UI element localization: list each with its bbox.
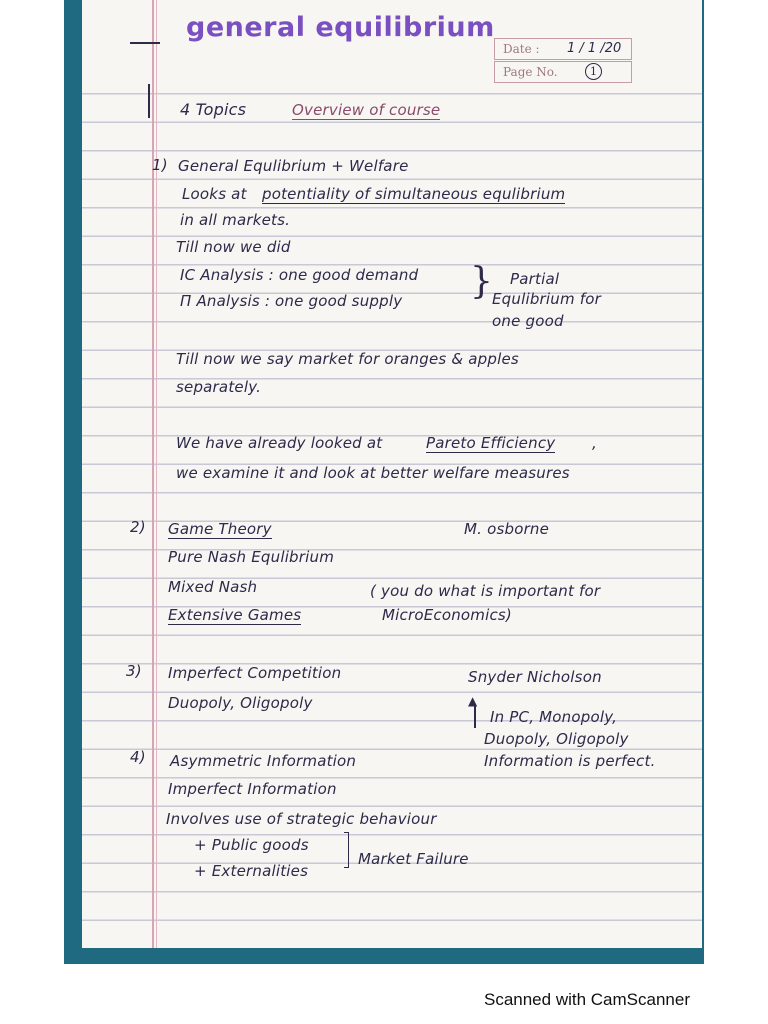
section-1-line-8: separately. — [176, 378, 262, 396]
section-2-note-2: MicroEconomics) — [382, 606, 512, 624]
section-3-line-2: Duopoly, Oligopoly — [168, 694, 313, 712]
camscanner-footer: Scanned with CamScanner — [483, 990, 690, 1009]
pareto-efficiency: Pareto Efficiency — [426, 434, 556, 452]
note-arrow-head: ▲ — [468, 694, 478, 708]
section-2-line-4: Extensive Games — [168, 606, 302, 624]
margin-line-inner — [156, 0, 157, 948]
section-3-title: Imperfect Competition — [168, 664, 342, 682]
section-1-line-7: Till now we say market for oranges & apples — [176, 350, 519, 368]
date-label: Date : — [503, 42, 540, 56]
date-value: 1 / 1 /20 — [567, 41, 622, 56]
page-title: general equilibrium — [186, 12, 495, 43]
heading-bar — [148, 84, 150, 118]
brace-note-2: Equlibrium for — [492, 290, 602, 308]
overview-heading: Overview of course — [292, 101, 441, 119]
section-4-title: Asymmetric Information — [170, 752, 357, 770]
section-1-line-9a: We have already looked at — [176, 434, 383, 452]
section-1-line-2b: potentiality of simultaneous equlibrium — [262, 185, 566, 203]
market-failure-bracket — [344, 832, 349, 868]
section-2-author: M. osborne — [464, 520, 550, 538]
section-4-public-goods: + Public goods — [194, 836, 309, 854]
page-number-label: Page No. — [503, 65, 558, 79]
market-failure-note: Market Failure — [358, 850, 469, 868]
section-4-line-3: Involves use of strategic behaviour — [166, 810, 437, 828]
section-1-line-2a: Looks at — [182, 185, 247, 203]
margin-line — [152, 0, 154, 948]
section-1-ic-analysis: IC Analysis : one good demand — [180, 266, 419, 284]
topics-count: 4 Topics — [180, 100, 247, 119]
section-1-number: 1) — [152, 156, 168, 174]
section-2-line-2: Pure Nash Equlibrium — [168, 548, 335, 566]
section-3-note-1: In PC, Monopoly, — [490, 708, 618, 726]
notebook-page — [82, 0, 702, 948]
header-dash — [130, 42, 160, 44]
section-4-line-2: Imperfect Information — [168, 780, 337, 798]
section-1-pi-analysis: Π Analysis : one good supply — [180, 292, 403, 310]
partial-brace: } — [470, 261, 493, 302]
section-2-note-1: ( you do what is important for — [370, 582, 601, 600]
page-number-value: 1 — [585, 63, 602, 80]
section-1-line-4: Till now we did — [176, 238, 291, 256]
section-1-line-3: in all markets. — [180, 211, 291, 229]
section-2-title: Game Theory — [168, 520, 272, 538]
section-1-title: General Equlibrium + Welfare — [178, 157, 409, 175]
date-box — [494, 38, 632, 60]
section-4-number: 4) — [130, 748, 146, 766]
brace-note-1: Partial — [510, 270, 560, 288]
section-4-externalities: + Externalities — [194, 862, 309, 880]
section-2-number: 2) — [130, 518, 146, 536]
section-3-author: Snyder Nicholson — [468, 668, 602, 686]
section-3-note-3: Information is perfect. — [484, 752, 656, 770]
section-3-number: 3) — [126, 662, 142, 680]
section-2-line-3: Mixed Nash — [168, 578, 258, 596]
brace-note-3: one good — [492, 312, 564, 330]
page-number-box — [494, 61, 632, 83]
section-3-note-2: Duopoly, Oligopoly — [484, 730, 629, 748]
section-1-line-10: we examine it and look at better welfare measures — [176, 464, 570, 482]
section-1-line-9c: , — [592, 434, 597, 452]
